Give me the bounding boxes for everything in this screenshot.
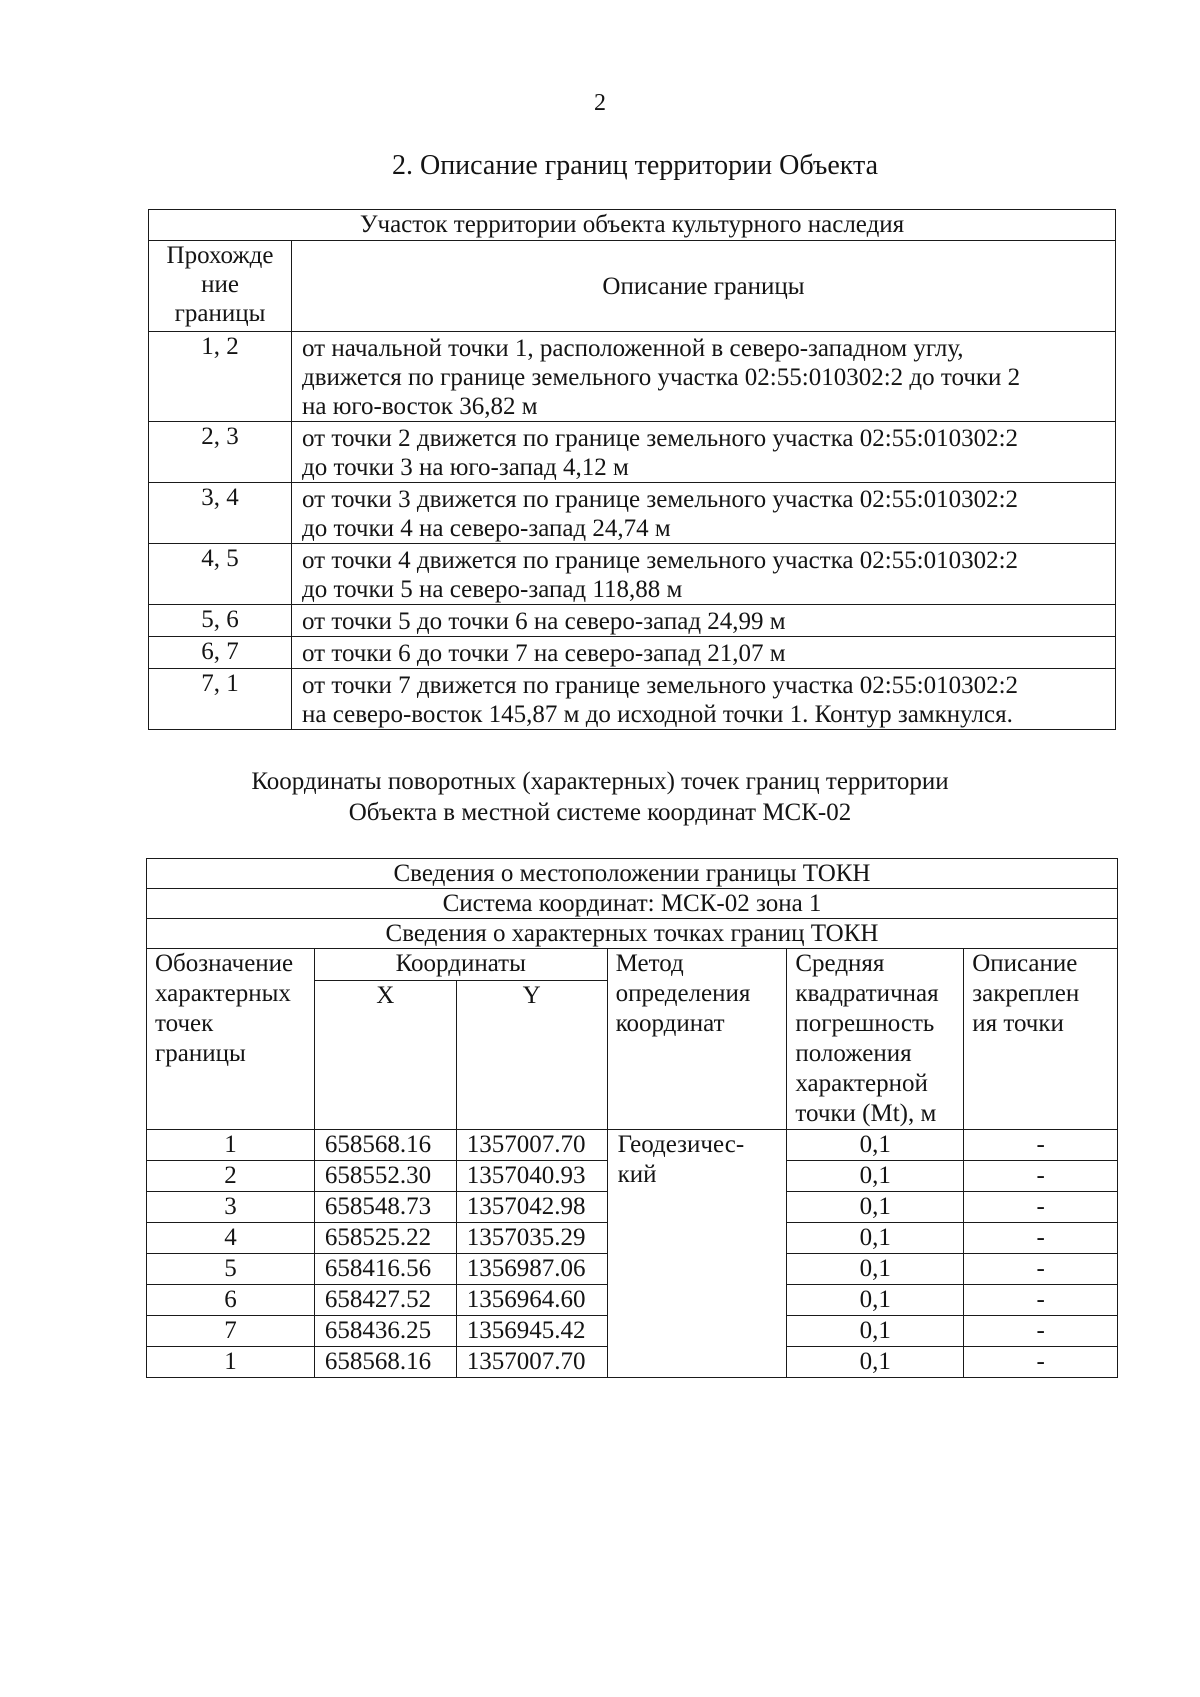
header-line: погрешность: [795, 1010, 935, 1037]
coords-rows: [147, 1130, 1118, 1378]
point-cell: 1: [147, 1130, 315, 1161]
description-line: на северо-восток 145,87 м до исходной точки 1. Контур замкнулся.: [302, 701, 1013, 728]
segment-cell: 2, 3: [149, 422, 292, 483]
boundary-table: [148, 209, 1116, 730]
point-cell: 7: [147, 1316, 315, 1347]
description-line: до точки 4 на северо-запад 24,74 м: [302, 515, 671, 542]
segment-cell: 4, 5: [149, 544, 292, 605]
header-description: Описание границы: [292, 241, 1116, 332]
segment-cell: 5, 6: [149, 605, 292, 637]
boundary-row: [149, 483, 1116, 544]
error-cell: 0,1: [787, 1316, 964, 1347]
boundary-row: [149, 669, 1116, 730]
description-line: от точки 5 до точки 6 на северо-запад 24,99 м: [302, 608, 786, 635]
fixing-cell: -: [964, 1347, 1118, 1378]
header-line: границы: [155, 1040, 246, 1067]
header-line: положения: [795, 1040, 912, 1067]
segment-cell: 3, 4: [149, 483, 292, 544]
header-line: Метод: [615, 950, 684, 977]
coords-row: [147, 1130, 1118, 1161]
description-cell: [292, 422, 1116, 483]
y-cell: 1356964.60: [456, 1285, 607, 1316]
boundary-rows: [149, 332, 1116, 730]
coords-title-line: Координаты поворотных (характерных) точек границ территории: [251, 768, 949, 795]
header-line: характерной: [795, 1070, 928, 1097]
y-cell: 1357040.93: [456, 1161, 607, 1192]
fixing-cell: -: [964, 1130, 1118, 1161]
y-cell: 1357042.98: [456, 1192, 607, 1223]
boundary-row: [149, 637, 1116, 669]
header-line: Средняя: [795, 950, 885, 977]
x-cell: 658436.25: [314, 1316, 456, 1347]
boundary-row: [149, 544, 1116, 605]
fixing-cell: -: [964, 1254, 1118, 1285]
boundary-row: [149, 422, 1116, 483]
header-line: Описание: [972, 950, 1078, 977]
error-cell: 0,1: [787, 1254, 964, 1285]
description-line: движется по границе земельного участка 02:55:010302:2 до точки 2: [302, 364, 1021, 391]
y-cell: 1356945.42: [456, 1316, 607, 1347]
header-y: Y: [456, 981, 607, 1130]
error-cell: 0,1: [787, 1161, 964, 1192]
header-line: точки (Mt), м: [795, 1100, 937, 1127]
description-line: от точки 6 до точки 7 на северо-запад 21,07 м: [302, 640, 786, 667]
method-line: кий: [617, 1161, 657, 1188]
header-line: ия точки: [972, 1010, 1064, 1037]
point-cell: 5: [147, 1254, 315, 1285]
x-cell: 658416.56: [314, 1254, 456, 1285]
fixing-cell: -: [964, 1161, 1118, 1192]
description-line: на юго-восток 36,82 м: [302, 393, 538, 420]
description-line: от точки 3 движется по границе земельного участка 02:55:010302:2: [302, 486, 1019, 513]
fixing-cell: -: [964, 1192, 1118, 1223]
header-passage-line: границы: [174, 300, 266, 327]
coords-caption-points: Сведения о характерных точках границ ТОКН: [147, 919, 1118, 949]
description-cell: [292, 332, 1116, 422]
x-cell: 658568.16: [314, 1347, 456, 1378]
y-cell: 1357007.70: [456, 1130, 607, 1161]
section-title: 2. Описание границ территории Объекта: [391, 150, 879, 181]
header-line: квадратичная: [795, 980, 939, 1007]
header-line: точек: [155, 1010, 214, 1037]
boundary-row: [149, 605, 1116, 637]
header-x: X: [314, 981, 456, 1130]
header-line: Обозначение: [155, 950, 294, 977]
error-cell: 0,1: [787, 1130, 964, 1161]
method-line: Геодезичес-: [617, 1131, 745, 1158]
header-passage-line: ние: [201, 271, 239, 298]
error-cell: 0,1: [787, 1347, 964, 1378]
coords-caption-location: Сведения о местоположении границы ТОКН: [147, 859, 1118, 889]
description-line: до точки 5 на северо-запад 118,88 м: [302, 576, 683, 603]
description-line: от точки 4 движется по границе земельного участка 02:55:010302:2: [302, 547, 1019, 574]
description-line: от точки 2 движется по границе земельного участка 02:55:010302:2: [302, 425, 1019, 452]
fixing-cell: -: [964, 1223, 1118, 1254]
fixing-cell: -: [964, 1316, 1118, 1347]
point-cell: 4: [147, 1223, 315, 1254]
coordinates-table: [146, 858, 1118, 1378]
description-cell: [292, 637, 1116, 669]
header-method: [607, 949, 787, 1130]
segment-cell: 1, 2: [149, 332, 292, 422]
x-cell: 658548.73: [314, 1192, 456, 1223]
point-cell: 2: [147, 1161, 315, 1192]
segment-cell: 7, 1: [149, 669, 292, 730]
header-passage-line: Прохожде: [166, 242, 274, 269]
header-coordinates: Координаты: [314, 949, 607, 981]
header-mean-error: [787, 949, 964, 1130]
header-line: определения: [615, 980, 751, 1007]
coords-title: [0, 766, 1200, 828]
point-cell: 1: [147, 1347, 315, 1378]
description-cell: [292, 669, 1116, 730]
description-line: до точки 3 на юго-запад 4,12 м: [302, 454, 629, 481]
y-cell: 1357007.70: [456, 1347, 607, 1378]
segment-cell: 6, 7: [149, 637, 292, 669]
x-cell: 658525.22: [314, 1223, 456, 1254]
header-point-designation: [147, 949, 315, 1130]
point-cell: 3: [147, 1192, 315, 1223]
fixing-cell: -: [964, 1285, 1118, 1316]
error-cell: 0,1: [787, 1223, 964, 1254]
x-cell: 658427.52: [314, 1285, 456, 1316]
boundary-row: [149, 332, 1116, 422]
point-cell: 6: [147, 1285, 315, 1316]
description-cell: [292, 483, 1116, 544]
description-line: от точки 7 движется по границе земельного участка 02:55:010302:2: [302, 672, 1019, 699]
coords-title-line: Объекта в местной системе координат МСК-02: [348, 799, 852, 826]
header-line: закреплен: [972, 980, 1080, 1007]
x-cell: 658552.30: [314, 1161, 456, 1192]
error-cell: 0,1: [787, 1285, 964, 1316]
header-fixing-description: [964, 949, 1118, 1130]
page-number: 2: [594, 90, 606, 116]
header-line: координат: [615, 1010, 725, 1037]
y-cell: 1357035.29: [456, 1223, 607, 1254]
header-passage: [149, 241, 292, 332]
description-line: от начальной точки 1, расположенной в северо-западном углу,: [302, 335, 964, 362]
method-cell: [607, 1130, 787, 1378]
description-cell: [292, 544, 1116, 605]
y-cell: 1356987.06: [456, 1254, 607, 1285]
x-cell: 658568.16: [314, 1130, 456, 1161]
description-cell: [292, 605, 1116, 637]
boundary-table-caption: Участок территории объекта культурного наследия: [149, 210, 1116, 241]
coords-caption-system: Система координат: МСК-02 зона 1: [147, 889, 1118, 919]
error-cell: 0,1: [787, 1192, 964, 1223]
header-line: характерных: [155, 980, 291, 1007]
